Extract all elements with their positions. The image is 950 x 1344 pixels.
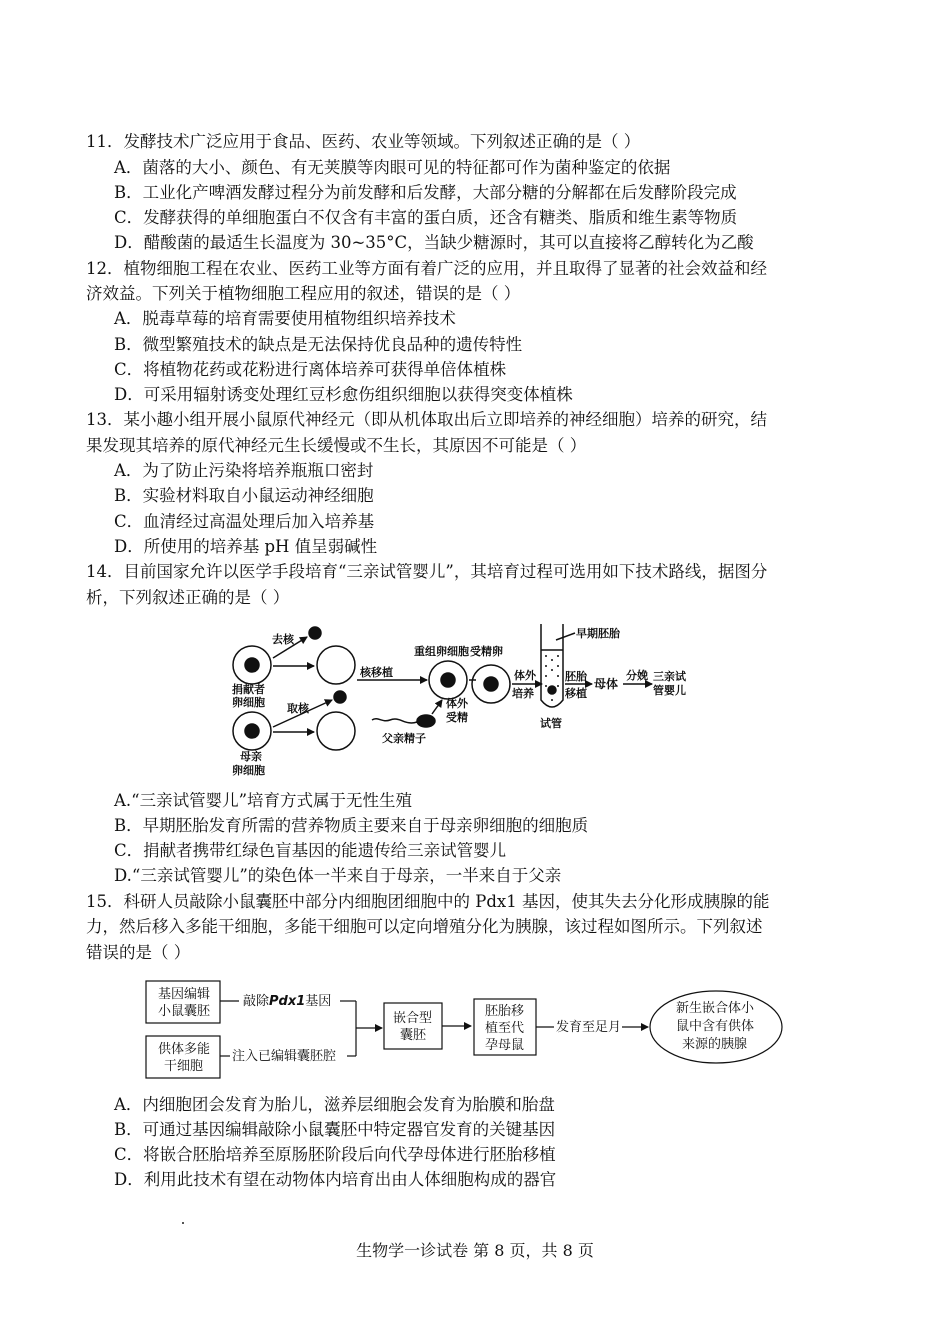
question-11-option-a: A．菌落的大小、颜色、有无荚膜等肉眼可见的特征都可作为菌种鉴定的依据: [114, 158, 671, 177]
question-13-option-b: B．实验材料取自小鼠运动神经细胞: [114, 486, 374, 505]
question-11-option-b: B．工业化产啤酒发酵过程分为前发酵和后发酵，大部分糖的分解都在后发酵阶段完成: [114, 183, 737, 202]
question-15-option-b: B．可通过基因编辑敲除小鼠囊胚中特定器官发育的关键基因: [114, 1120, 556, 1139]
label-embryo: 胚胎: [565, 670, 587, 683]
label-nuclear-transfer: 核移植: [360, 666, 393, 679]
question-12-option-c: C．将植物花药或花粉进行离体培养可获得单倍体植株: [114, 360, 507, 379]
label-take-nucleus: 取核: [287, 702, 309, 715]
label-enucleate: 去核: [272, 633, 294, 646]
box4-line3: 孕母鼠: [485, 1038, 525, 1053]
question-15-option-d: D．利用此技术有望在动物体内培育出由人体细胞构成的器官: [114, 1170, 557, 1189]
question-12-stem-line2: 济效益。下列关于植物细胞工程应用的叙述，错误的是（ ）: [86, 284, 521, 303]
knockout-gene: Pdx1: [269, 994, 306, 1009]
question-13-option-c: C．血清经过高温处理后加入培养基: [114, 512, 375, 531]
label-father-sperm: 父亲精子: [382, 732, 426, 745]
question-15-option-a: A．内细胞团会发育为胎儿，滋养层细胞会发育为胎膜和胎盘: [114, 1095, 555, 1114]
box3-line2: 囊胚: [400, 1028, 427, 1043]
inject-label: 注入已编辑囊胚腔: [232, 1049, 337, 1064]
develop-label: 发育至足月: [556, 1020, 622, 1035]
question-13-option-d: D．所使用的培养基 pH 值呈弱碱性: [114, 537, 378, 556]
question-14-option-c: C．捐献者携带红绿色盲基因的能遗传给三亲试管婴儿: [114, 841, 507, 860]
label-test-tube: 试管: [540, 717, 562, 730]
label-culture: 培养: [512, 687, 534, 700]
question-12-stem-line1: 12．植物细胞工程在农业、医药工业等方面有着广泛的应用，并且取得了显著的社会效益和经: [86, 259, 767, 278]
label-baby-2: 管婴儿: [653, 684, 686, 697]
question-12-option-b: B．微型繁殖技术的缺点是无法保持优良品种的遗传特性: [114, 335, 523, 354]
box3-line1: 嵌合型: [393, 1011, 433, 1026]
label-baby-1: 三亲试: [653, 670, 686, 683]
question-15-stem-line1: 15．科研人员敲除小鼠囊胚中部分内细胞团细胞中的 Pdx1 基因，使其失去分化形成胰腺的能: [86, 892, 770, 911]
question-11-option-d: D．醋酸菌的最适生长温度为 30~35°C，当缺少糖源时，其可以直接将乙醇转化为乙酸: [114, 233, 754, 252]
box2-line2: 干细胞: [164, 1059, 204, 1074]
label-fertilized-egg: 受精卵: [470, 645, 503, 658]
question-14-option-a: A.“三亲试管婴儿”培育方式属于无性生殖: [114, 791, 413, 810]
box4-line1: 胚胎移: [485, 1004, 525, 1019]
label-donor-2: 卵细胞: [232, 696, 265, 709]
question-14-stem-line2: 析，下列叙述正确的是（ ）: [86, 588, 290, 607]
question-13-stem-line2: 果发现其培养的原代神经元生长缓慢或不生长，其原因不可能是（ ）: [86, 436, 587, 455]
oval-line3: 来源的胰腺: [682, 1037, 748, 1052]
question-11-stem: 11．发酵技术广泛应用于食品、医药、农业等领域。下列叙述正确的是（ ）: [86, 132, 641, 151]
question-13-stem-line1: 13．某小趣小组开展小鼠原代神经元（即从机体取出后立即培养的神经细胞）培养的研究，结: [86, 410, 767, 429]
svg-text:敲除Pdx1基因: [243, 993, 331, 1009]
box1-line1: 基因编辑: [158, 987, 211, 1002]
label-mother-body: 母体: [594, 677, 619, 691]
label-reconstructed-egg: 重组卵细胞: [414, 645, 469, 658]
question-12-option-a: A．脱毒草莓的培育需要使用植物组织培养技术: [114, 309, 456, 328]
box4-line2: 植至代: [485, 1021, 525, 1036]
label-transfer: 移植: [565, 687, 587, 700]
oval-line1: 新生嵌合体小: [676, 1001, 755, 1016]
question-15-stem-line3: 错误的是（ ）: [86, 943, 191, 962]
knockout-suffix: 基因: [305, 994, 332, 1009]
label-invitro-1: 体外: [446, 697, 468, 710]
box2-line1: 供体多能: [158, 1042, 211, 1057]
question-14-option-d: D.“三亲试管婴儿”的染色体一半来自于母亲，一半来自于父亲: [114, 866, 562, 885]
oval-line2: 鼠中含有供体: [676, 1019, 755, 1034]
box1-line2: 小鼠囊胚: [158, 1004, 211, 1019]
label-invitro-fertilization: 受精: [446, 711, 468, 724]
label-early-embryo: 早期胚胎: [576, 627, 620, 640]
question-15-option-c: C．将嵌合胚胎培养至原肠胚阶段后向代孕母体进行胚胎移植: [114, 1145, 556, 1164]
question-12-option-d: D．可采用辐射诱变处理红豆杉愈伤组织细胞以获得突变体植株: [114, 385, 573, 404]
label-mother-2: 卵细胞: [232, 764, 265, 777]
label-mother-1: 母亲: [240, 750, 262, 763]
question-11-option-c: C．发酵获得的单细胞蛋白不仅含有丰富的蛋白质，还含有糖类、脂质和维生素等物质: [114, 208, 738, 227]
knockout-prefix: 敲除: [243, 994, 270, 1009]
question-15-stem-line2: 力，然后移入多能干细胞，多能干细胞可以定向增殖分化为胰腺，该过程如图所示。下列叙述: [86, 917, 763, 936]
stray-dot: [182, 1222, 184, 1224]
label-invitro-2: 体外: [514, 669, 536, 682]
page-footer: 生物学一诊试卷 第 8 页，共 8 页: [356, 1241, 594, 1260]
label-delivery: 分娩: [626, 669, 648, 682]
question-13-option-a: A．为了防止污染将培养瓶瓶口密封: [114, 461, 374, 480]
question-14-stem-line1: 14．目前国家允许以医学手段培育“三亲试管婴儿”，其培育过程可选用如下技术路线，据图分: [86, 562, 768, 581]
label-donor-1: 捐献者: [232, 683, 265, 696]
question-14-option-b: B．早期胚胎发育所需的营养物质主要来自于母亲卵细胞的细胞质: [114, 816, 589, 835]
